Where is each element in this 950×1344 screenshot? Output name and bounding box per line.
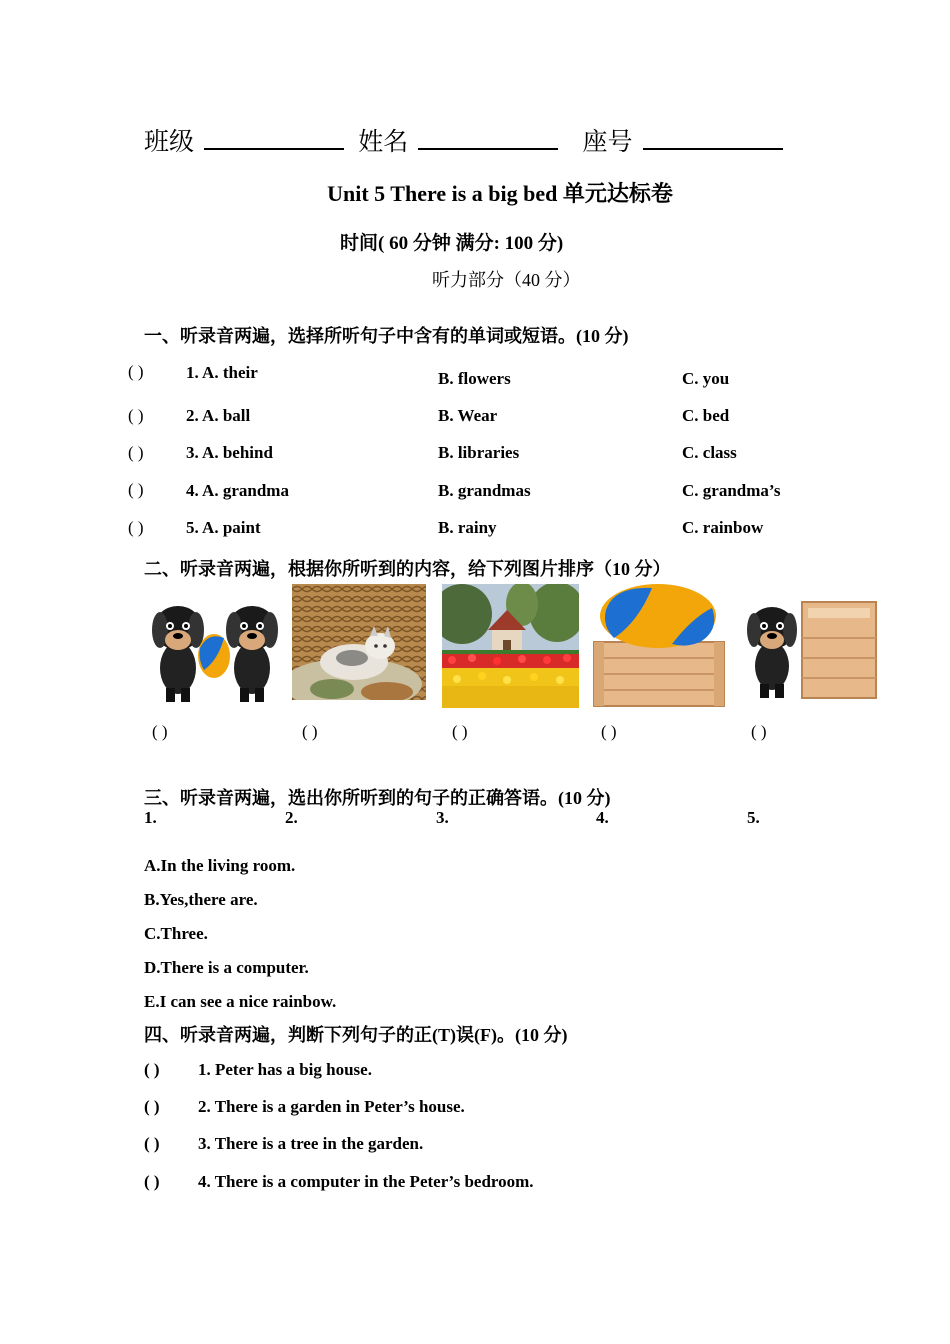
answer-number: 4.: [596, 808, 609, 827]
box-icon: [802, 602, 876, 698]
name-blank[interactable]: [418, 124, 558, 150]
answer-paren[interactable]: ( ): [128, 480, 144, 499]
section4-heading: 四、听录音两遍，判断下列句子的正(T)误(F)。(10 分): [144, 1025, 568, 1045]
true-false-paren[interactable]: ( ): [144, 1134, 160, 1153]
ball-on-box-picture: [592, 584, 726, 708]
tulip-field-icon: [442, 654, 579, 708]
picture-order-paren[interactable]: ( ): [452, 722, 468, 741]
ball-icon: [600, 584, 716, 648]
answer-paren[interactable]: ( ): [128, 443, 144, 462]
answer-paren[interactable]: ( ): [128, 362, 144, 381]
cat-on-wicker-chair-photo: [292, 584, 426, 708]
seat-blank[interactable]: [643, 124, 783, 150]
true-false-paren[interactable]: ( ): [144, 1172, 160, 1191]
option-b: B. rainy: [438, 518, 497, 537]
answer-paren[interactable]: ( ): [128, 518, 144, 537]
answer-paren[interactable]: ( ): [128, 406, 144, 425]
statement: 4. There is a computer in the Peter’s bedroom.: [198, 1172, 534, 1191]
picture-order-paren[interactable]: ( ): [751, 722, 767, 741]
option-b: B. flowers: [438, 369, 511, 388]
section3-heading: 三、听录音两遍，选出你所听到的句子的正确答语。(10 分): [144, 788, 611, 808]
answer-number: 1.: [144, 808, 157, 827]
true-false-paren[interactable]: ( ): [144, 1060, 160, 1079]
seat-label: 座号: [582, 129, 633, 156]
answer-number: 3.: [436, 808, 449, 827]
answer-number: 5.: [747, 808, 760, 827]
option-c: C. class: [682, 443, 737, 462]
dog-beside-box-picture: [744, 596, 878, 700]
section1-heading: 一、听录音两遍，选择所听句子中含有的单词或短语。(10 分): [144, 326, 629, 346]
option-a: 1. A. their: [186, 363, 258, 382]
answer-option: D.There is a computer.: [144, 958, 309, 977]
answer-option: B.Yes,there are.: [144, 890, 258, 909]
section2-heading: 二、听录音两遍，根据你所听到的内容，给下列图片排序（10 分）: [144, 559, 671, 579]
option-c: C. grandma’s: [682, 481, 781, 500]
picture-order-paren[interactable]: ( ): [152, 722, 168, 741]
picture-order-paren[interactable]: ( ): [601, 722, 617, 741]
time-line: 时间( 60 分钟 满分: 100 分): [340, 233, 564, 254]
picture-order-paren[interactable]: ( ): [302, 722, 318, 741]
option-a: 2. A. ball: [186, 406, 251, 425]
statement: 1. Peter has a big house.: [198, 1060, 372, 1079]
name-label: 姓名: [358, 129, 409, 156]
true-false-paren[interactable]: ( ): [144, 1097, 160, 1116]
two-dogs-with-ball-picture: [148, 588, 280, 708]
class-label: 班级: [144, 129, 195, 156]
option-b: B. grandmas: [438, 481, 531, 500]
box-icon: [594, 642, 724, 706]
option-a: 4. A. grandma: [186, 481, 289, 500]
class-blank[interactable]: [204, 124, 344, 150]
option-c: C. bed: [682, 406, 730, 425]
option-b: B. libraries: [438, 443, 520, 462]
dog-icon: [747, 607, 797, 698]
answer-number: 2.: [285, 808, 298, 827]
statement: 2. There is a garden in Peter’s house.: [198, 1097, 465, 1116]
page-title: Unit 5 There is a big bed 单元达标卷: [327, 181, 673, 206]
listening-part-label: 听力部分（40 分）: [432, 270, 581, 290]
option-c: C. you: [682, 369, 730, 388]
student-info-line: [144, 122, 791, 158]
flower-garden-with-house-photo: [442, 584, 579, 708]
option-a: 5. A. paint: [186, 518, 261, 537]
dog-icon: [152, 606, 204, 702]
option-a: 3. A. behind: [186, 443, 273, 462]
answer-option: E.I can see a nice rainbow.: [144, 992, 337, 1011]
ball-icon: [198, 634, 230, 678]
dog-icon: [226, 606, 278, 702]
answer-option: A.In the living room.: [144, 856, 296, 875]
statement: 3. There is a tree in the garden.: [198, 1134, 424, 1153]
option-c: C. rainbow: [682, 518, 764, 537]
option-b: B. Wear: [438, 406, 498, 425]
answer-option: C.Three.: [144, 924, 208, 943]
